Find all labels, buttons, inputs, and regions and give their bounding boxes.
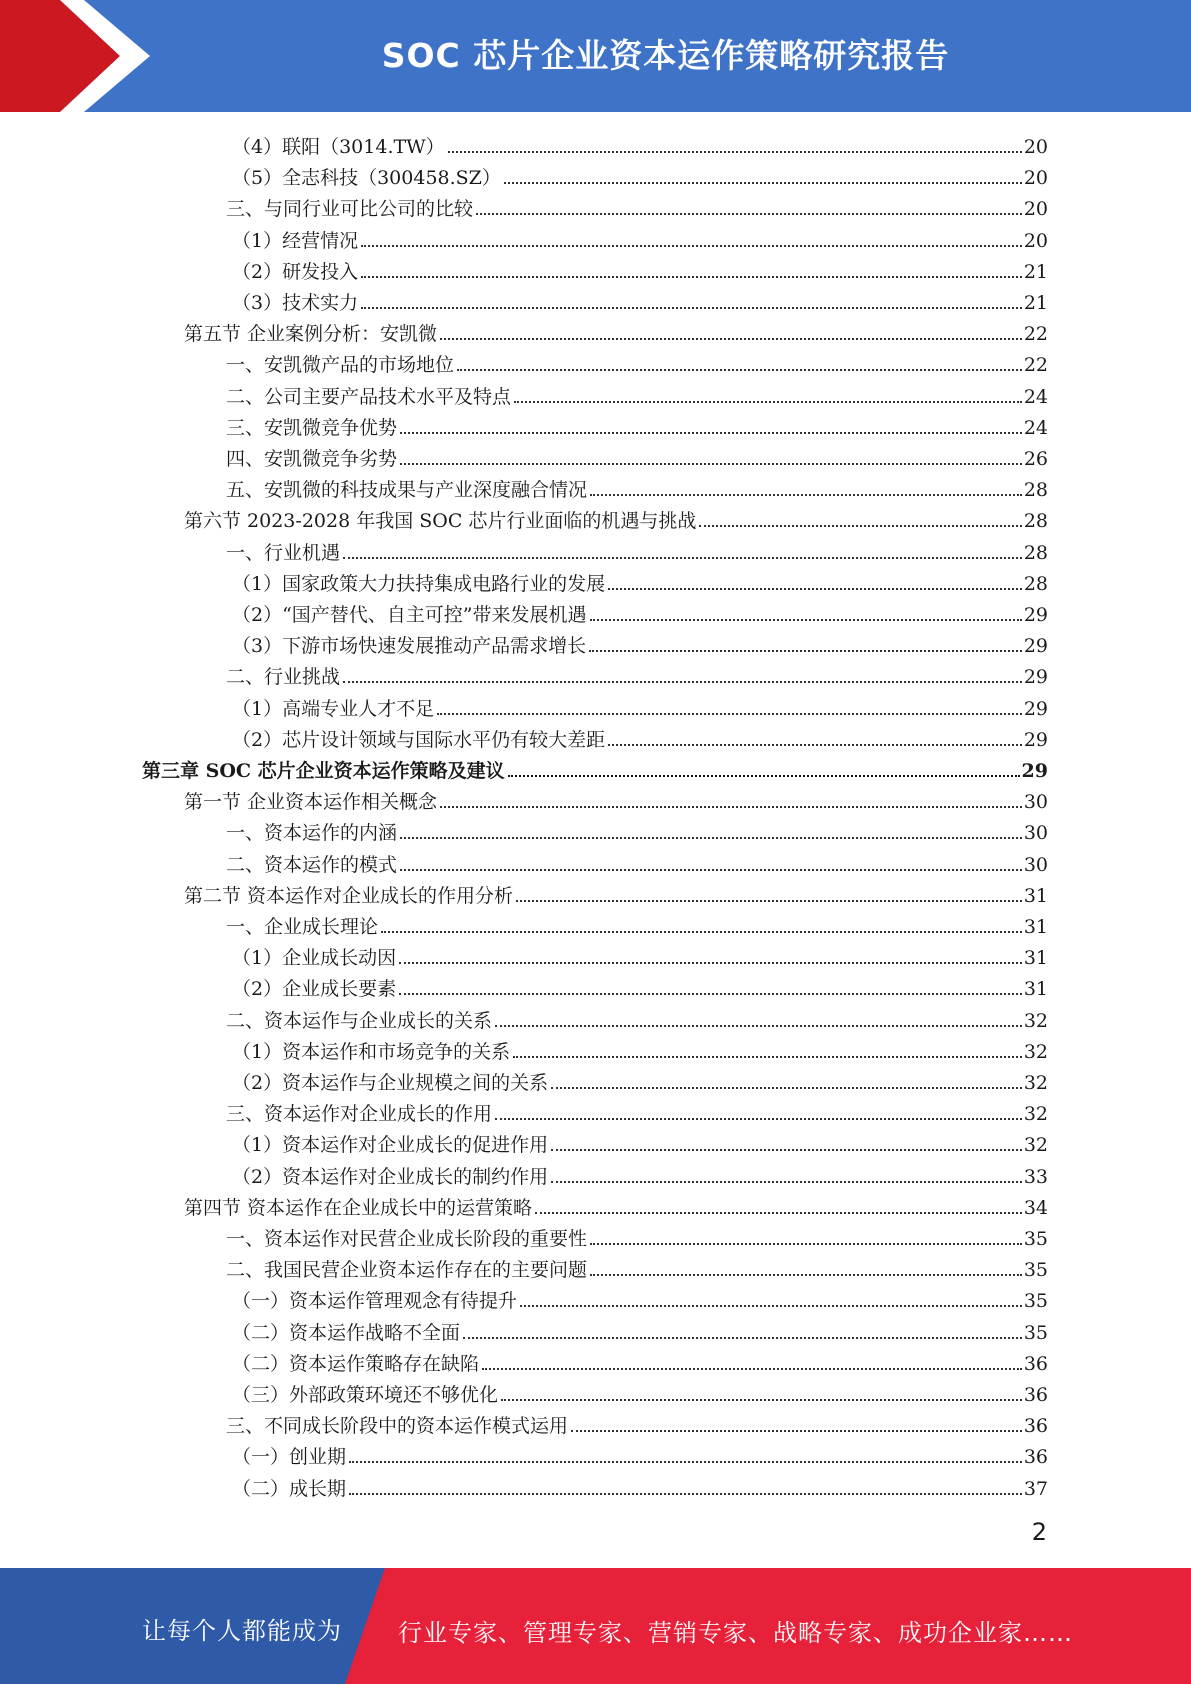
toc-entry-page: 29 (1023, 604, 1048, 626)
toc-entry-title: 第二节 资本运作对企业成长的作用分析 (184, 884, 514, 907)
toc-entry[interactable] (232, 690, 1048, 721)
toc-entry[interactable] (232, 284, 1048, 315)
toc-entry-page: 29 (1023, 697, 1048, 720)
toc-dot-leader (463, 1337, 1022, 1339)
toc-entry[interactable] (226, 1407, 1048, 1438)
toc-entry-page: 21 (1023, 292, 1048, 314)
toc-entry[interactable] (232, 253, 1048, 284)
toc-entry-title: （2）芯片设计领域与国际水平仍有较大差距 (232, 728, 606, 751)
toc-entry-page: 35 (1023, 1290, 1048, 1313)
toc-dot-leader (349, 1461, 1022, 1463)
toc-entry-page: 20 (1023, 136, 1048, 158)
toc-entry-title: 一、资本运作对民营企业成长阶段的重要性 (226, 1228, 588, 1250)
toc-entry-page: 29 (1023, 666, 1048, 689)
toc-dot-leader (361, 307, 1022, 309)
toc-entry-title: 二、资本运作的模式 (226, 853, 398, 876)
toc-entry-title: 三、安凯微竞争优势 (226, 416, 398, 439)
toc-entry-title: 第三章 SOC 芯片企业资本运作策略及建议 (142, 760, 505, 782)
toc-entry-page: 32 (1023, 1134, 1048, 1157)
toc-entry-page: 31 (1023, 884, 1048, 907)
toc-entry-page: 31 (1023, 947, 1048, 970)
toc-entry-title: 二、行业挑战 (226, 666, 341, 689)
toc-entry[interactable] (226, 658, 1048, 689)
toc-entry-title: （二）资本运作策略存在缺陷 (232, 1352, 480, 1375)
toc-entry-page: 28 (1023, 510, 1048, 533)
toc-dot-leader (590, 619, 1022, 621)
toc-entry[interactable] (232, 1376, 1048, 1407)
toc-dot-leader (699, 525, 1021, 527)
toc-dot-leader (535, 1212, 1022, 1214)
toc-entry-title: （一）资本运作管理观念有待提升 (232, 1290, 518, 1313)
toc-entry-page: 36 (1023, 1415, 1048, 1438)
toc-dot-leader (343, 681, 1022, 683)
toc-entry-title: 第一节 企业资本运作相关概念 (184, 791, 438, 814)
toc-entry-title: 一、安凯微产品的市场地位 (226, 354, 455, 377)
toc-dot-leader (361, 245, 1022, 247)
toc-entry-title: （3）技术实力 (232, 292, 359, 314)
toc-entry[interactable] (232, 1126, 1048, 1157)
toc-entry[interactable] (232, 1438, 1048, 1469)
toc-entry-page: 34 (1023, 1196, 1048, 1219)
toc-entry-title: （1）高端专业人才不足 (232, 697, 435, 720)
toc-dot-leader (608, 744, 1022, 746)
toc-entry-title: 二、资本运作与企业成长的关系 (226, 1009, 493, 1032)
toc-dot-leader (437, 713, 1022, 715)
toc-dot-leader (551, 1087, 1022, 1089)
page-footer (0, 1568, 1191, 1684)
toc-entry-title: 三、不同成长阶段中的资本运作模式运用 (226, 1415, 569, 1438)
toc-entry-title: 四、安凯微竞争劣势 (226, 448, 398, 470)
toc-entry-page: 32 (1023, 1009, 1048, 1032)
toc-dot-leader (495, 1025, 1022, 1027)
toc-entry-page: 31 (1023, 978, 1048, 1001)
toc-entry-page: 20 (1023, 167, 1048, 190)
toc-entry[interactable] (226, 471, 1048, 502)
toc-entry-page: 32 (1023, 1103, 1048, 1126)
toc-entry-page: 33 (1023, 1165, 1048, 1188)
toc-dot-leader (361, 276, 1022, 278)
toc-entry[interactable] (226, 190, 1048, 221)
toc-entry-page: 22 (1023, 354, 1048, 377)
toc-entry[interactable] (226, 346, 1048, 377)
toc-entry[interactable] (226, 1220, 1048, 1251)
toc-entry[interactable] (232, 970, 1048, 1001)
toc-entry-title: （三）外部政策环境还不够优化 (232, 1384, 499, 1406)
toc-dot-leader (551, 1181, 1022, 1183)
toc-entry-page: 32 (1023, 1040, 1048, 1063)
toc-dot-leader (513, 1056, 1022, 1058)
toc-entry[interactable] (232, 1314, 1048, 1345)
toc-dot-leader (381, 931, 1022, 933)
toc-entry-title: （1）资本运作和市场竞争的关系 (232, 1040, 511, 1063)
toc-entry-title: （2）资本运作与企业规模之间的关系 (232, 1072, 549, 1094)
toc-entry[interactable] (226, 409, 1048, 440)
toc-dot-leader (400, 837, 1022, 839)
toc-dot-leader (400, 463, 1022, 465)
toc-dot-leader (399, 993, 1022, 995)
toc-dot-leader (590, 494, 1022, 496)
toc-entry[interactable] (232, 1282, 1048, 1313)
toc-dot-leader (343, 557, 1022, 559)
toc-entry-title: （二）资本运作战略不全面 (232, 1321, 461, 1344)
toc-entry-title: （2）企业成长要素 (232, 978, 397, 1001)
toc-entry-title: 一、资本运作的内涵 (226, 822, 398, 845)
toc-entry-title: （1）国家政策大力扶持集成电路行业的发展 (232, 572, 606, 595)
toc-entry-page: 21 (1023, 260, 1048, 283)
toc-dot-leader (440, 806, 1022, 808)
toc-dot-leader (608, 588, 1022, 590)
toc-entry-page: 36 (1023, 1446, 1048, 1469)
toc-entry-title: （1）企业成长动因 (232, 947, 397, 970)
toc-dot-leader (482, 1368, 1022, 1370)
toc-entry[interactable] (184, 877, 1048, 908)
toc-entry-title: 第六节 2023-2028 年我国 SOC 芯片行业面临的机遇与挑战 (184, 510, 697, 533)
toc-entry[interactable] (232, 1158, 1048, 1189)
toc-entry[interactable] (184, 502, 1048, 533)
toc-entry-page: 24 (1023, 385, 1048, 408)
toc-dot-leader (440, 338, 1022, 340)
toc-entry-page: 35 (1023, 1259, 1048, 1282)
toc-dot-leader (508, 775, 1020, 777)
toc-entry-title: 二、公司主要产品技术水平及特点 (226, 385, 512, 408)
toc-entry-title: 第四节 资本运作在企业成长中的运营策略 (184, 1196, 533, 1219)
toc-entry-page: 28 (1023, 479, 1048, 502)
toc-entry-title: （1）资本运作对企业成长的促进作用 (232, 1134, 549, 1157)
toc-entry-page: 28 (1023, 572, 1048, 595)
toc-entry-title: （二）成长期 (232, 1477, 347, 1500)
toc-entry[interactable] (226, 814, 1048, 845)
toc-entry-title: （4）联阳（3014.TW） (232, 136, 445, 158)
toc-entry-title: （3）下游市场快速发展推动产品需求增长 (232, 635, 587, 658)
toc-dot-leader (476, 213, 1022, 215)
toc-entry[interactable] (184, 783, 1048, 814)
toc-dot-leader (448, 151, 1022, 153)
toc-entry[interactable] (184, 1189, 1048, 1220)
toc-dot-leader (520, 1305, 1022, 1307)
toc-entry[interactable] (232, 565, 1048, 596)
toc-entry[interactable] (226, 846, 1048, 877)
toc-entry-page: 28 (1023, 541, 1048, 564)
toc-dot-leader (589, 650, 1022, 652)
toc-entry[interactable] (232, 1345, 1048, 1376)
toc-entry[interactable] (142, 752, 1048, 783)
toc-entry[interactable] (226, 1002, 1048, 1033)
toc-entry-page: 20 (1023, 198, 1048, 221)
toc-entry[interactable] (232, 939, 1048, 970)
toc-entry[interactable] (232, 128, 1048, 159)
toc-entry-page: 30 (1023, 791, 1048, 814)
toc-dot-leader (400, 869, 1022, 871)
toc-entry-page: 36 (1023, 1352, 1048, 1375)
toc-entry[interactable] (232, 159, 1048, 190)
toc-entry-title: （2）研发投入 (232, 260, 359, 283)
toc-entry-page: 37 (1023, 1477, 1048, 1500)
toc-entry-page: 26 (1023, 448, 1048, 470)
toc-entry[interactable] (226, 1251, 1048, 1282)
toc-entry-page: 29 (1023, 635, 1048, 658)
toc-entry[interactable] (232, 596, 1048, 627)
toc-entry-title: 一、企业成长理论 (226, 916, 379, 938)
toc-entry[interactable] (232, 222, 1048, 253)
toc-entry-title: （5）全志科技（300458.SZ） (232, 167, 501, 190)
toc-dot-leader (571, 1430, 1022, 1432)
toc-entry-page: 32 (1023, 1072, 1048, 1094)
toc-entry-title: 二、我国民营企业资本运作存在的主要问题 (226, 1259, 588, 1282)
toc-entry-page: 35 (1023, 1228, 1048, 1250)
toc-entry[interactable] (232, 1033, 1048, 1064)
toc-entry-title: 一、行业机遇 (226, 541, 341, 564)
toc-entry-page: 24 (1023, 416, 1048, 439)
toc-entry-title: 三、与同行业可比公司的比较 (226, 198, 474, 221)
toc-dot-leader (551, 1149, 1022, 1151)
toc-entry[interactable] (226, 1095, 1048, 1126)
toc-entry-page: 30 (1023, 822, 1048, 845)
footer-slogan-left: 让每个人都能成为 (142, 1617, 342, 1645)
toc-entry[interactable] (226, 378, 1048, 409)
toc-dot-leader (400, 432, 1022, 434)
footer-slogan-right: 行业专家、管理专家、营销专家、战略专家、成功企业家…… (398, 1619, 1073, 1647)
toc-entry-page: 35 (1023, 1321, 1048, 1344)
toc-dot-leader (514, 401, 1022, 403)
toc-entry-title: 五、安凯微的科技成果与产业深度融合情况 (226, 479, 588, 502)
toc-entry[interactable] (232, 1064, 1048, 1095)
toc-entry-page: 29 (1023, 728, 1048, 751)
toc-entry[interactable] (226, 440, 1048, 471)
toc-entry-title: 三、资本运作对企业成长的作用 (226, 1103, 493, 1126)
toc-entry-title: （2）资本运作对企业成长的制约作用 (232, 1165, 549, 1188)
toc-entry[interactable] (226, 534, 1048, 565)
toc-entry[interactable] (232, 627, 1048, 658)
toc-entry-page: 22 (1023, 323, 1048, 346)
toc-entry[interactable] (184, 315, 1048, 346)
toc-entry-page: 20 (1023, 229, 1048, 252)
page-header (0, 0, 1191, 112)
toc-dot-leader (399, 962, 1022, 964)
toc-entry-title: 第五节 企业案例分析：安凯微 (184, 323, 438, 346)
report-title: SOC 芯片企业资本运作策略研究报告 (381, 36, 950, 75)
toc-dot-leader (501, 1399, 1022, 1401)
toc-entry[interactable] (232, 1470, 1048, 1501)
toc-dot-leader (504, 182, 1022, 184)
page-number: 2 (1031, 1518, 1047, 1546)
toc-entry-title: （2）“国产替代、自主可控”带来发展机遇 (232, 604, 587, 626)
toc-entry[interactable] (232, 721, 1048, 752)
toc-dot-leader (349, 1493, 1022, 1495)
toc-entry-page: 29 (1021, 760, 1048, 782)
toc-dot-leader (590, 1243, 1022, 1245)
toc-entry[interactable] (226, 908, 1048, 939)
toc-entry-page: 36 (1023, 1384, 1048, 1406)
toc-entry-title: （一）创业期 (232, 1446, 347, 1469)
toc-entry-page: 31 (1023, 916, 1048, 938)
toc-entry-title: （1）经营情况 (232, 229, 359, 252)
toc-dot-leader (457, 369, 1022, 371)
toc-dot-leader (590, 1274, 1022, 1276)
toc-dot-leader (516, 900, 1022, 902)
toc-dot-leader (495, 1118, 1022, 1120)
toc-entry-page: 30 (1023, 853, 1048, 876)
